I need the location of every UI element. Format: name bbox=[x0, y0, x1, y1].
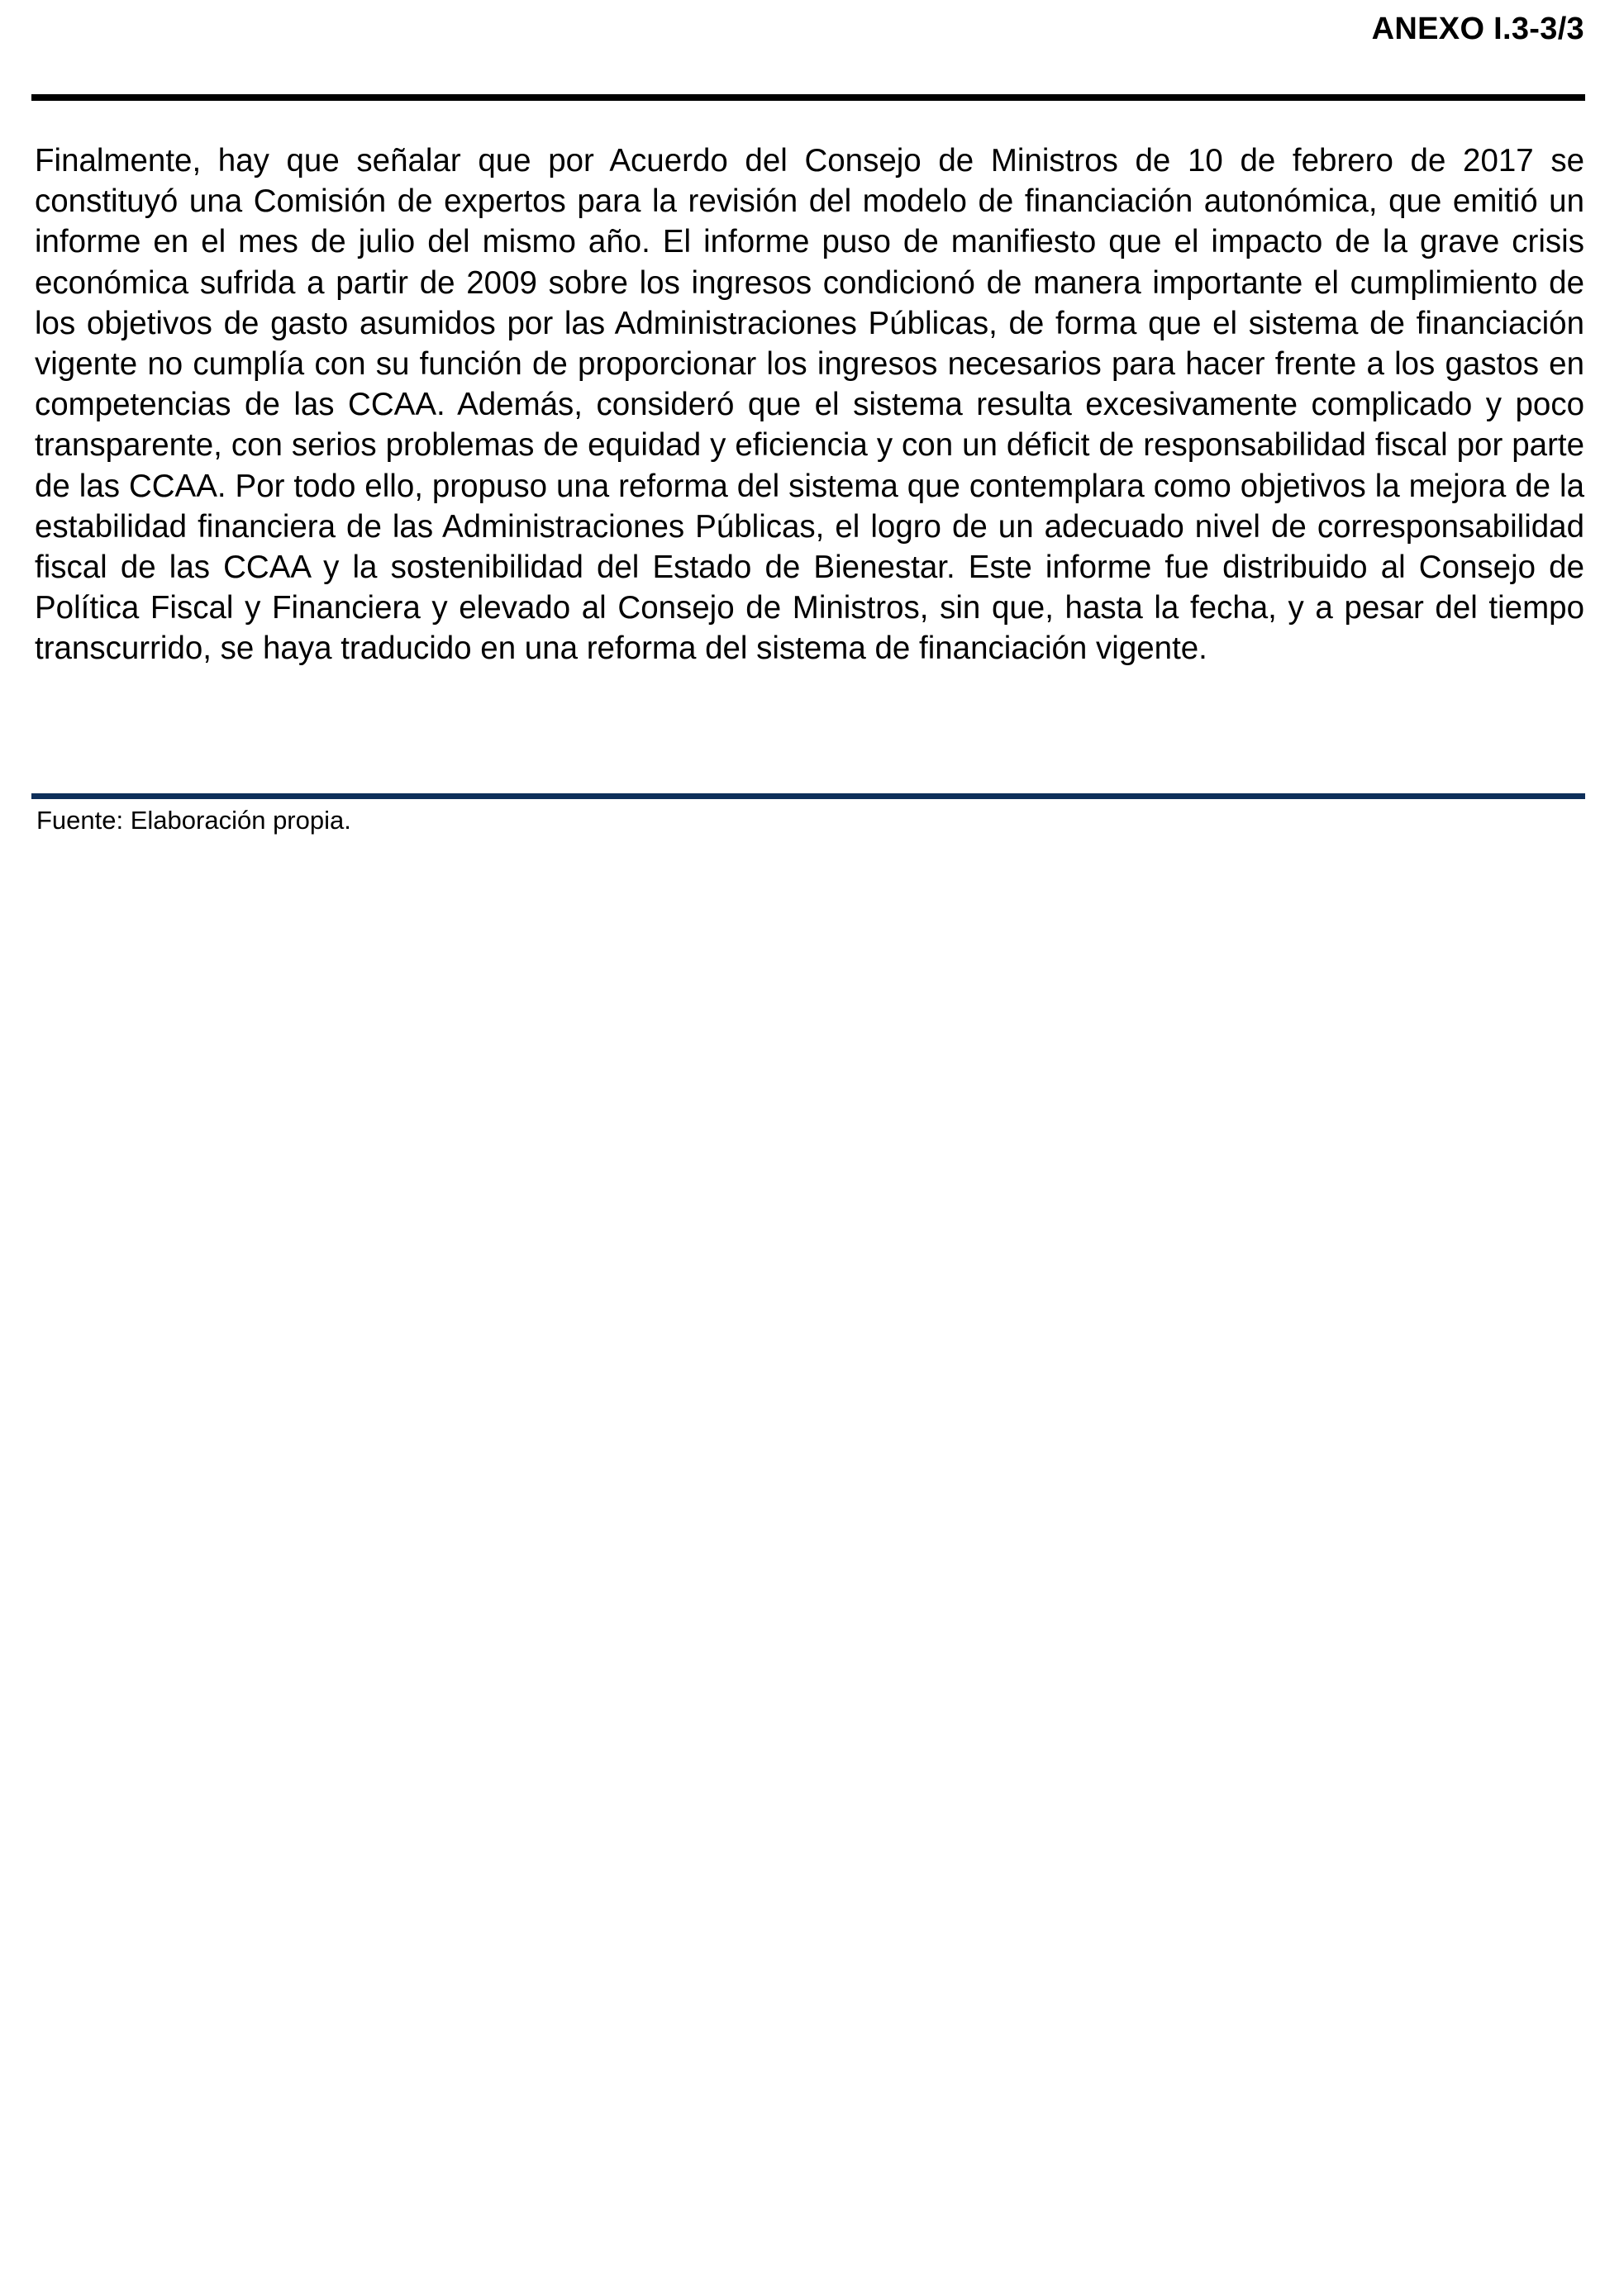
annex-label: ANEXO I.3-3/3 bbox=[1371, 12, 1584, 46]
body-paragraph: Finalmente, hay que señalar que por Acuerdo del Consejo de Ministros de 10 de febrero de 2017 se constituyó una Comisión de expertos para la revisión del modelo de financiación autonómica, que emitió un informe en el mes de julio del mismo año. El informe puso de manifiesto que el impacto de la grave crisis económica sufrida a partir de 2009 sobre los ingresos condicionó de manera importante el cumplimiento de los objetivos de gasto asumidos por las Administraciones Públicas, de forma que el sistema de financiación vigente no cumplía con su función de proporcionar los ingresos necesarios para hacer frente a los gastos en competencias de las CCAA. Además, consideró que el sistema resulta excesivamente complicado y poco transparente, con serios problemas de equidad y eficiencia y con un déficit de responsabilidad fiscal por parte de las CCAA. Por todo ello, propuso una reforma del sistema que contemplara como objetivos la mejora de la estabilidad financiera de las Administraciones Públicas, el logro de un adecuado nivel de corresponsabilidad fiscal de las CCAA y la sostenibilidad del Estado de Bienestar. Este informe fue distribuido al Consejo de Política Fiscal y Financiera y elevado al Consejo de Ministros, sin que, hasta la fecha, y a pesar del tiempo transcurrido, se haya traducido en una reforma del sistema de financiación vigente. bbox=[35, 143, 1584, 667]
bottom-divider bbox=[31, 793, 1585, 799]
top-divider bbox=[31, 94, 1585, 101]
source-note: Fuente: Elaboración propia. bbox=[36, 806, 351, 835]
